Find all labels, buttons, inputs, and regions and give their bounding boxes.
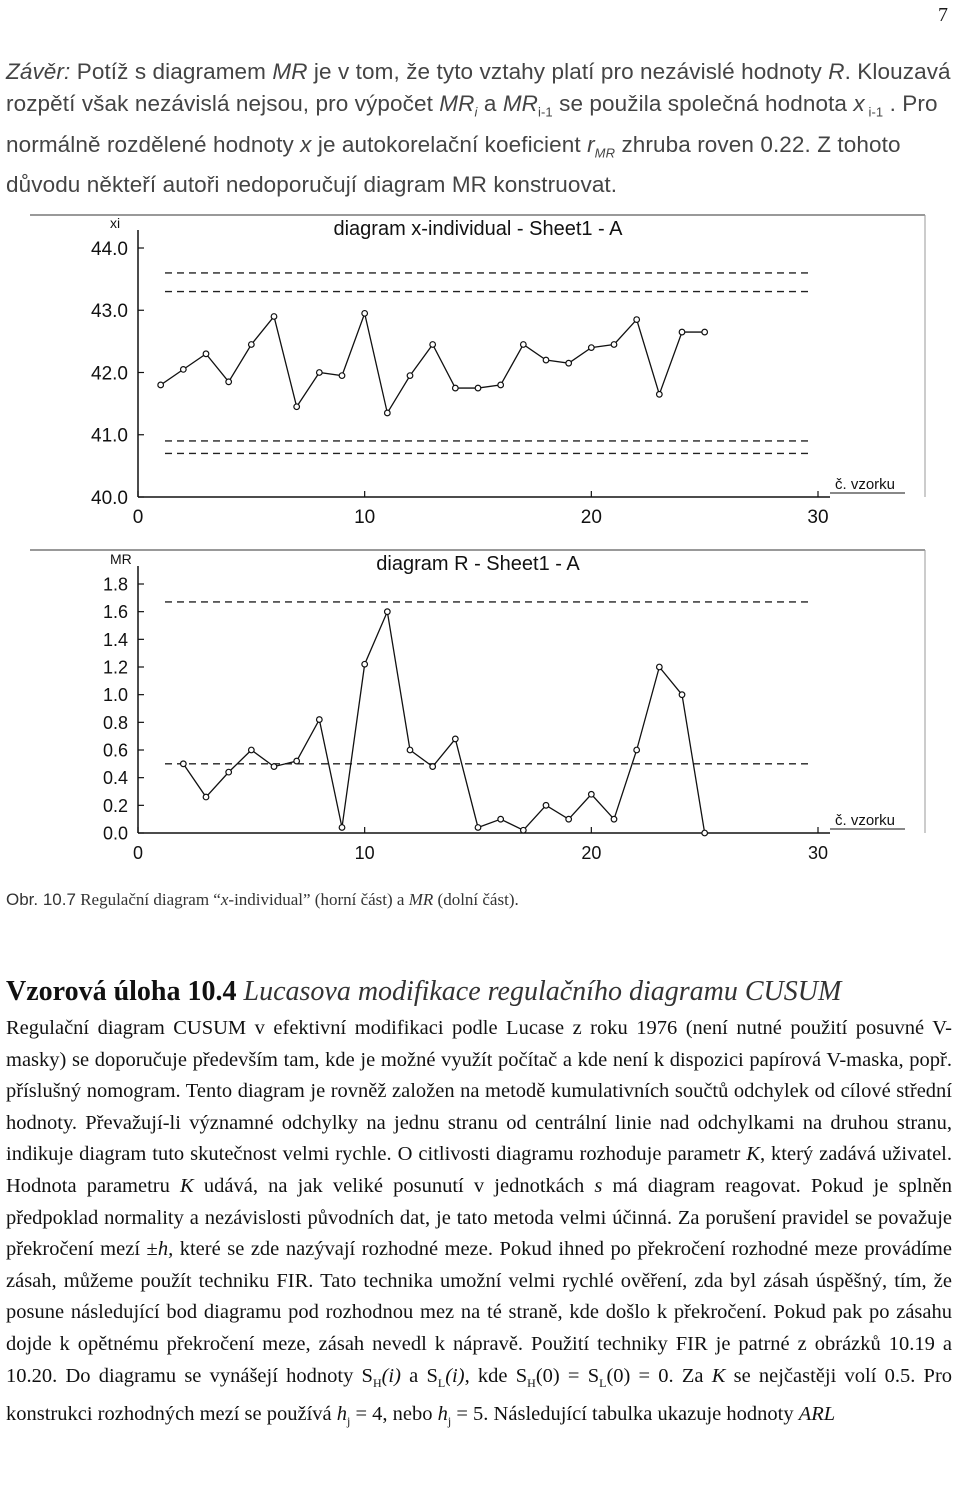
data-point bbox=[679, 329, 685, 335]
data-point bbox=[543, 357, 549, 363]
x-axis-label: č. vzorku bbox=[835, 476, 896, 493]
data-series-line bbox=[183, 612, 704, 833]
data-point bbox=[611, 342, 617, 348]
data-point bbox=[453, 385, 459, 391]
y-tick-label: 44.0 bbox=[91, 238, 128, 260]
y-tick-label: 1.6 bbox=[102, 602, 128, 623]
data-point bbox=[317, 717, 323, 723]
data-point bbox=[611, 816, 617, 822]
data-point bbox=[543, 803, 549, 809]
y-tick-label: 0.2 bbox=[102, 795, 128, 816]
y-tick-label: 0.6 bbox=[102, 740, 128, 761]
data-point bbox=[271, 764, 277, 770]
x-individual-chart-svg bbox=[0, 205, 960, 535]
data-point bbox=[385, 609, 391, 615]
data-point bbox=[385, 410, 391, 416]
data-point bbox=[203, 794, 209, 800]
y-tick-label: 1.8 bbox=[102, 574, 128, 595]
data-point bbox=[407, 373, 413, 379]
data-point bbox=[430, 342, 436, 348]
data-point bbox=[475, 385, 481, 391]
data-point bbox=[453, 736, 459, 742]
x-tick-label: 0 bbox=[132, 843, 144, 863]
x-tick-label: 20 bbox=[580, 507, 602, 528]
data-point bbox=[294, 758, 300, 764]
conclusion-paragraph: Závěr: Potíž s diagramem MR je v tom, že tyto vztahy platí pro nezávislé hodnoty R. Klouzavá rozpětí však nezávislá nejsou, pro výpočet $MR_i$ a $MR_{i-1}$ se použila společná hodnota x $_{i-1}$ . Pro normálně rozdělené hodnoty x je autokorelační koeficient $r_{MR}$ zhruba roven 0.22. Z tohoto důvodu někteří autoři nedoporučují diagram MR konstruovat. bbox=[6, 59, 951, 197]
x-tick-label: 30 bbox=[807, 507, 829, 528]
x-tick-label: 20 bbox=[581, 843, 602, 863]
y-axis-label: MR bbox=[110, 551, 132, 567]
data-point bbox=[430, 764, 436, 770]
x-tick-label: 30 bbox=[807, 843, 829, 863]
data-point bbox=[407, 747, 413, 753]
data-series-line bbox=[161, 313, 705, 413]
data-point bbox=[271, 314, 277, 320]
x-individual-chart bbox=[0, 205, 960, 535]
data-point bbox=[294, 404, 300, 410]
y-tick-label: 43.0 bbox=[91, 301, 128, 323]
data-point bbox=[566, 360, 572, 366]
y-axis-label: xi bbox=[110, 215, 121, 231]
data-point bbox=[657, 391, 663, 397]
conclusion-label: Závěr: bbox=[6, 59, 71, 84]
data-point bbox=[181, 367, 187, 373]
data-point bbox=[589, 791, 595, 797]
data-point bbox=[203, 351, 209, 357]
data-point bbox=[362, 311, 368, 317]
data-point bbox=[498, 382, 504, 388]
data-point bbox=[566, 816, 572, 822]
y-tick-label: 41.0 bbox=[91, 425, 128, 447]
y-tick-label: 1.2 bbox=[102, 657, 128, 678]
mr-chart-svg bbox=[0, 540, 960, 870]
data-point bbox=[475, 825, 481, 831]
y-tick-label: 42.0 bbox=[91, 363, 128, 385]
mr-chart bbox=[0, 540, 960, 870]
y-tick-label: 1.0 bbox=[102, 685, 128, 706]
data-point bbox=[339, 825, 345, 831]
chart-title: diagram R - Sheet1 - A bbox=[376, 553, 580, 575]
data-point bbox=[702, 830, 708, 836]
x-tick-label: 10 bbox=[354, 843, 375, 863]
data-point bbox=[702, 329, 708, 335]
data-point bbox=[181, 761, 187, 767]
y-tick-label: 40.0 bbox=[91, 487, 128, 509]
x-tick-label: 0 bbox=[132, 507, 144, 528]
x-tick-label: 10 bbox=[354, 507, 376, 528]
data-point bbox=[249, 747, 255, 753]
cusum-body-paragraph: Regulační diagram CUSUM v efektivní modifikaci podle Lucase z roku 1976 (není nutné použití posuvné V-masky) se doporučuje především tam, kde je možné využít počítač a kde není k dispozici papírová V-maska, popř. příslušný nomogram. Tento diagram je rovněž založen na metodě kumulativních součtů odchylek od cílové střední hodnoty. Převažují-li významné odchylky na jednu stranu od centrální linie nad odchylkami na druhou stranu, indikuje diagram tuto skutečnost velmi rychle. O citlivosti diagramu rozhoduje parametr K, který zadává uživatel. Hodnota parametru K udává, na jak veliké posunutí v jednotkách s má diagram reagovat. Pokud je splněn předpoklad normality a nezávislosti původních dat, je tato metoda velmi účinná. Za porušení pravidel se považuje překročení mezí ±h, které se zde nazývají rozhodné meze. Pokud ihned po překročení rozhodné meze provádíme zásah, můžeme použít techniku FIR. Tato technika umožní velmi rychlé ověření, zda byl zásah úspěšný, tím, že posune následující bod diagramu pod rozhodnou mez na té straně, kde došlo k překročení. Pokud pak po zásahu dojde k opětnému překročení meze, zásah nevedl k nápravě. Použití techniky FIR je patrné z obrázků 10.19 a 10.20. Do diagramu se vynášejí hodnoty $S_H(i)$ a $S_L(i)$, kde $S_H(0) = S_L(0) = 0$. Za K se nejčastěji volí 0.5. Pro konstrukci rozhodných mezí se používá $h_j = 4$, nebo $h_j = 5$. Následující tabulka ukazuje hodnoty ARL bbox=[6, 1017, 953, 1429]
data-point bbox=[158, 382, 164, 388]
data-point bbox=[657, 664, 663, 670]
data-point bbox=[634, 747, 640, 753]
figure-caption: Obr. 10.7 Regulační diagram “x-individual” (horní část) a MR (dolní část). bbox=[6, 890, 519, 909]
y-tick-label: 0.0 bbox=[102, 823, 128, 844]
data-point bbox=[249, 342, 255, 348]
y-tick-label: 0.8 bbox=[102, 712, 128, 733]
data-point bbox=[679, 692, 685, 698]
x-axis-label: č. vzorku bbox=[835, 812, 896, 829]
data-point bbox=[634, 317, 640, 323]
y-tick-label: 0.4 bbox=[102, 768, 128, 789]
data-point bbox=[498, 816, 504, 822]
data-point bbox=[317, 370, 323, 376]
data-point bbox=[226, 769, 232, 775]
chart-title: diagram x-individual - Sheet1 - A bbox=[333, 218, 623, 240]
data-point bbox=[589, 345, 595, 351]
data-point bbox=[521, 342, 527, 348]
page-number: 7 bbox=[938, 4, 948, 26]
data-point bbox=[362, 661, 368, 667]
data-point bbox=[339, 373, 345, 379]
y-tick-label: 1.4 bbox=[102, 629, 128, 650]
data-point bbox=[226, 379, 232, 385]
example-heading: Vzorová úloha 10.4 Lucasova modifikace regulačního diagramu CUSUM bbox=[6, 976, 842, 1007]
data-point bbox=[521, 827, 527, 833]
